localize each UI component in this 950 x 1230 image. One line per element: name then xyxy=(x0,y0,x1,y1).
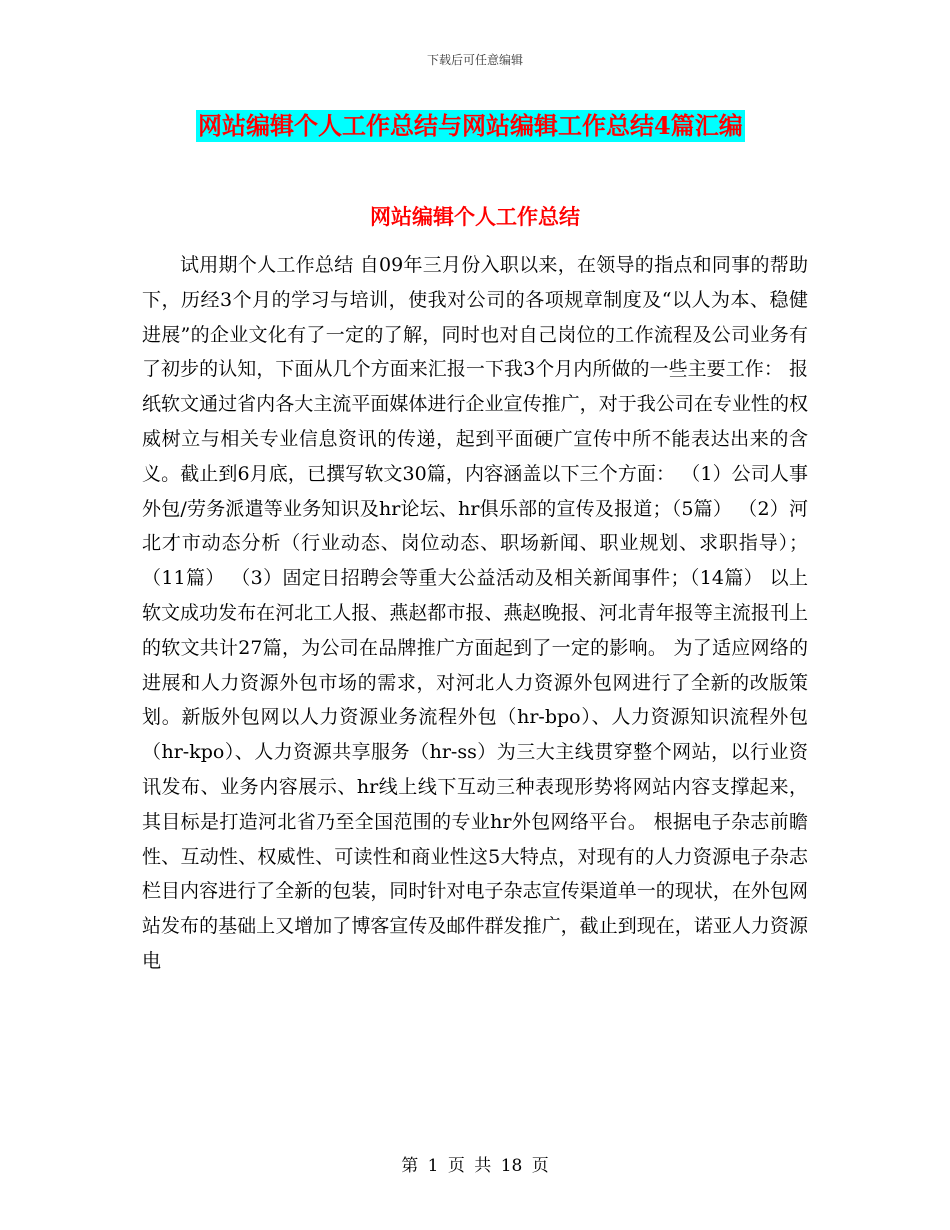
header-note: 下载后可任意编辑 xyxy=(426,53,523,67)
body-paragraph: 试用期个人工作总结 自09年三月份入职以来，在领导的指点和同事的帮助下，历经3个月的学习与培训，使我对公司的各项规章制度及“以人为本、稳健进展”的企业文化有了一定的了解，同时也对自己岗位的工作流程及公司业务有了初步的认知，下面从几个方面来汇报一下我3个月内所做的一些主要工作： 报纸软文通过省内各大主流平面媒体进行企业宣传推广，对于我公司在专业性的权威树立与相关专业信息资讯的传递，起到平面硬广宣传中所不能表达出来的含义。截止到6月底，已撰写软文30篇，内容涵盖以下三个方面： （1）公司人事外包/劳务派遣等业务知识及hr论坛、hr俱乐部的宣传及报道；（5篇） （2）河北才市动态分析（行业动态、岗位动态、职场新闻、职业规划、求职指导）； （11篇） （3）固定日招聘会等重大公益活动及相关新闻事件；（14篇） 以上软文成功发布在河北工人报、燕赵都市报、燕赵晚报、河北青年报等主流报刊上的软文共计27篇，为公司在品牌推广方面起到了一定的影响。 为了适应网络的进展和人力资源外包市场的需求，对河北人力资源外包网进行了全新的改版策划。新版外包网以人力资源业务流程外包（hr-bpo）、人力资源知识流程外包（hr-kpo）、人力资源共享服务（hr-ss）为三大主线贯穿整个网站，以行业资讯发布、业务内容展示、hr线上线下互动三种表现形势将网站内容支撑起来，其目标是打造河北省乃至全国范围的专业hr外包网络平台。 根据电子杂志前瞻性、互动性、权威性、可读性和商业性这5大特点，对现有的人力资源电子杂志栏目内容进行了全新的包装，同时针对电子杂志宣传渠道单一的现状，在外包网站发布的基础上又增加了博客宣传及邮件群发推广，截止到现在，诺亚人力资源电 xyxy=(142,254,808,972)
section-title: 网站编辑个人工作总结 xyxy=(370,204,580,229)
document-title: 网站编辑个人工作总结与网站编辑工作总结4篇汇编 xyxy=(198,111,743,140)
page-number-footer: 第 1 页 共 18 页 xyxy=(401,1156,549,1176)
